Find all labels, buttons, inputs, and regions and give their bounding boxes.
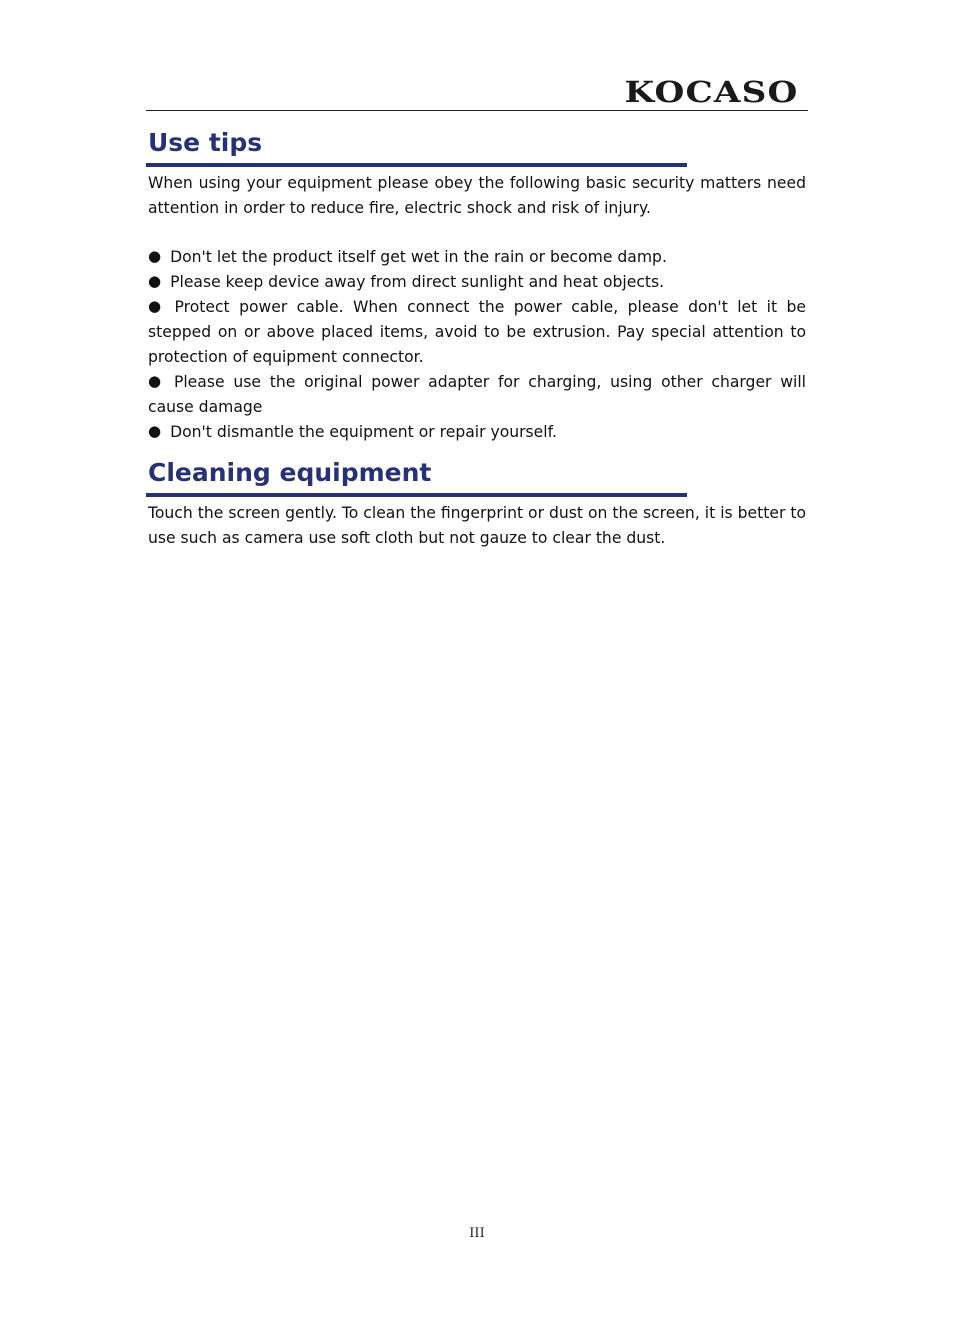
spacer — [148, 221, 806, 245]
page-number: III — [469, 1226, 485, 1241]
cleaning-section — [148, 455, 806, 551]
list-item: ● Don't dismantle the equipment or repair yourself. — [148, 420, 806, 445]
cleaning-text: Touch the screen gently. To clean the fingerprint or dust on the screen, it is better to use such as camera use soft cloth but not gauze to clear the dust. — [148, 504, 806, 547]
kocaso-logo: KOCASO — [623, 75, 798, 109]
page-header — [146, 70, 808, 111]
page-content — [148, 125, 806, 551]
use-tips-list — [148, 245, 806, 445]
list-item: ● Don't let the product itself get wet in the rain or become damp. — [148, 245, 806, 270]
list-item: ● Please keep device away from direct sunlight and heat objects. — [148, 270, 806, 295]
section-title-use-tips: Use tips — [148, 125, 806, 163]
use-tips-intro: When using your equipment please obey the following basic security matters need attention in order to reduce fire, electric shock and risk of injury. — [148, 174, 806, 217]
section-title-cleaning-equipment: Cleaning equipment — [148, 455, 806, 493]
list-item: ● Protect power cable. When connect the power cable, please don't let it be stepped on or above placed items, avoid to be extrusion. Pay special attention to protection of equipment connector. — [148, 295, 806, 370]
list-item: ● Please use the original power adapter for charging, using other charger will cause damage — [148, 370, 806, 420]
